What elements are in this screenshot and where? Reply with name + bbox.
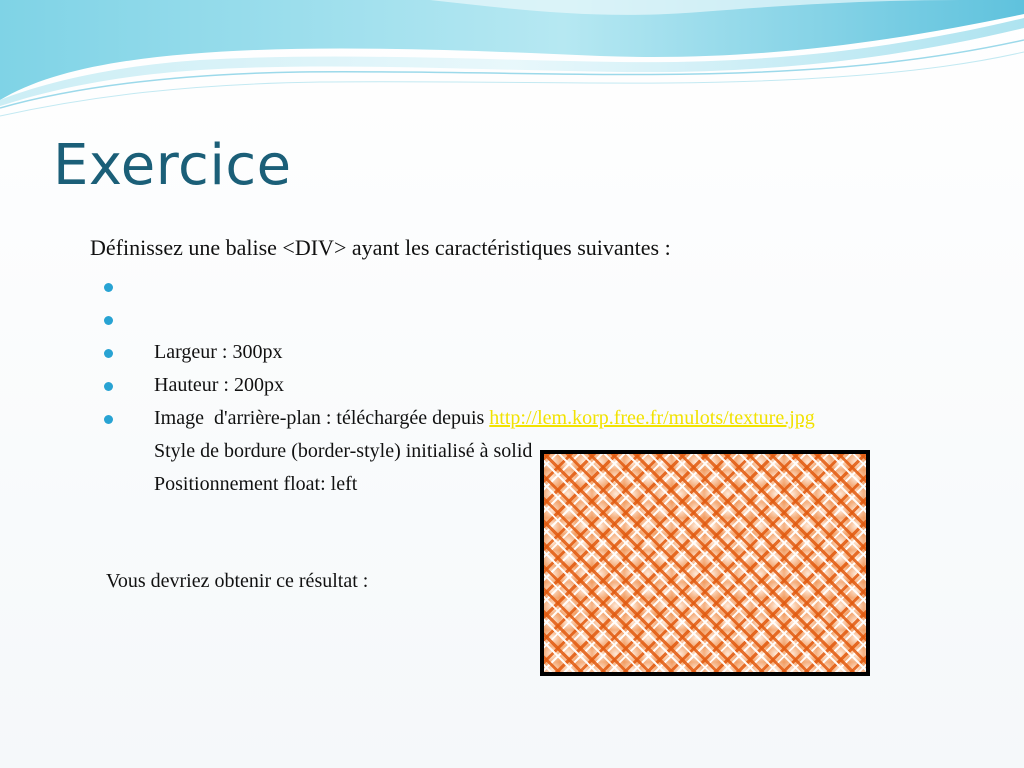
requirements-list bbox=[104, 270, 815, 495]
list-item-text: Hauteur : 200px bbox=[154, 374, 284, 396]
list-item-text: Positionnement float: left bbox=[154, 473, 358, 495]
exercise-intro: Définissez une balise <DIV> ayant les caractéristiques suivantes : bbox=[90, 235, 671, 260]
textured-div-preview bbox=[540, 450, 870, 676]
list-item-text: Image d'arrière-plan : téléchargée depuis bbox=[154, 407, 490, 429]
slide-title: Exercice bbox=[53, 133, 292, 198]
list-item-text: Largeur : 300px bbox=[154, 341, 283, 363]
texture-url-link[interactable]: http://lem.korp.free.fr/mulots/texture.jpg bbox=[489, 407, 815, 429]
bullet-dot-icon bbox=[104, 349, 113, 358]
bullet-dot-icon bbox=[104, 283, 113, 292]
bullet-dot-icon bbox=[104, 415, 113, 424]
header-wave-decoration bbox=[0, 0, 1024, 130]
list-item-text: Style de bordure (border-style) initialisé à solid bbox=[154, 440, 533, 462]
bullet-dot-icon bbox=[104, 382, 113, 391]
expected-result-label: Vous devriez obtenir ce résultat : bbox=[106, 570, 369, 592]
bullet-dot-icon bbox=[104, 316, 113, 325]
list-item-width bbox=[104, 270, 815, 363]
